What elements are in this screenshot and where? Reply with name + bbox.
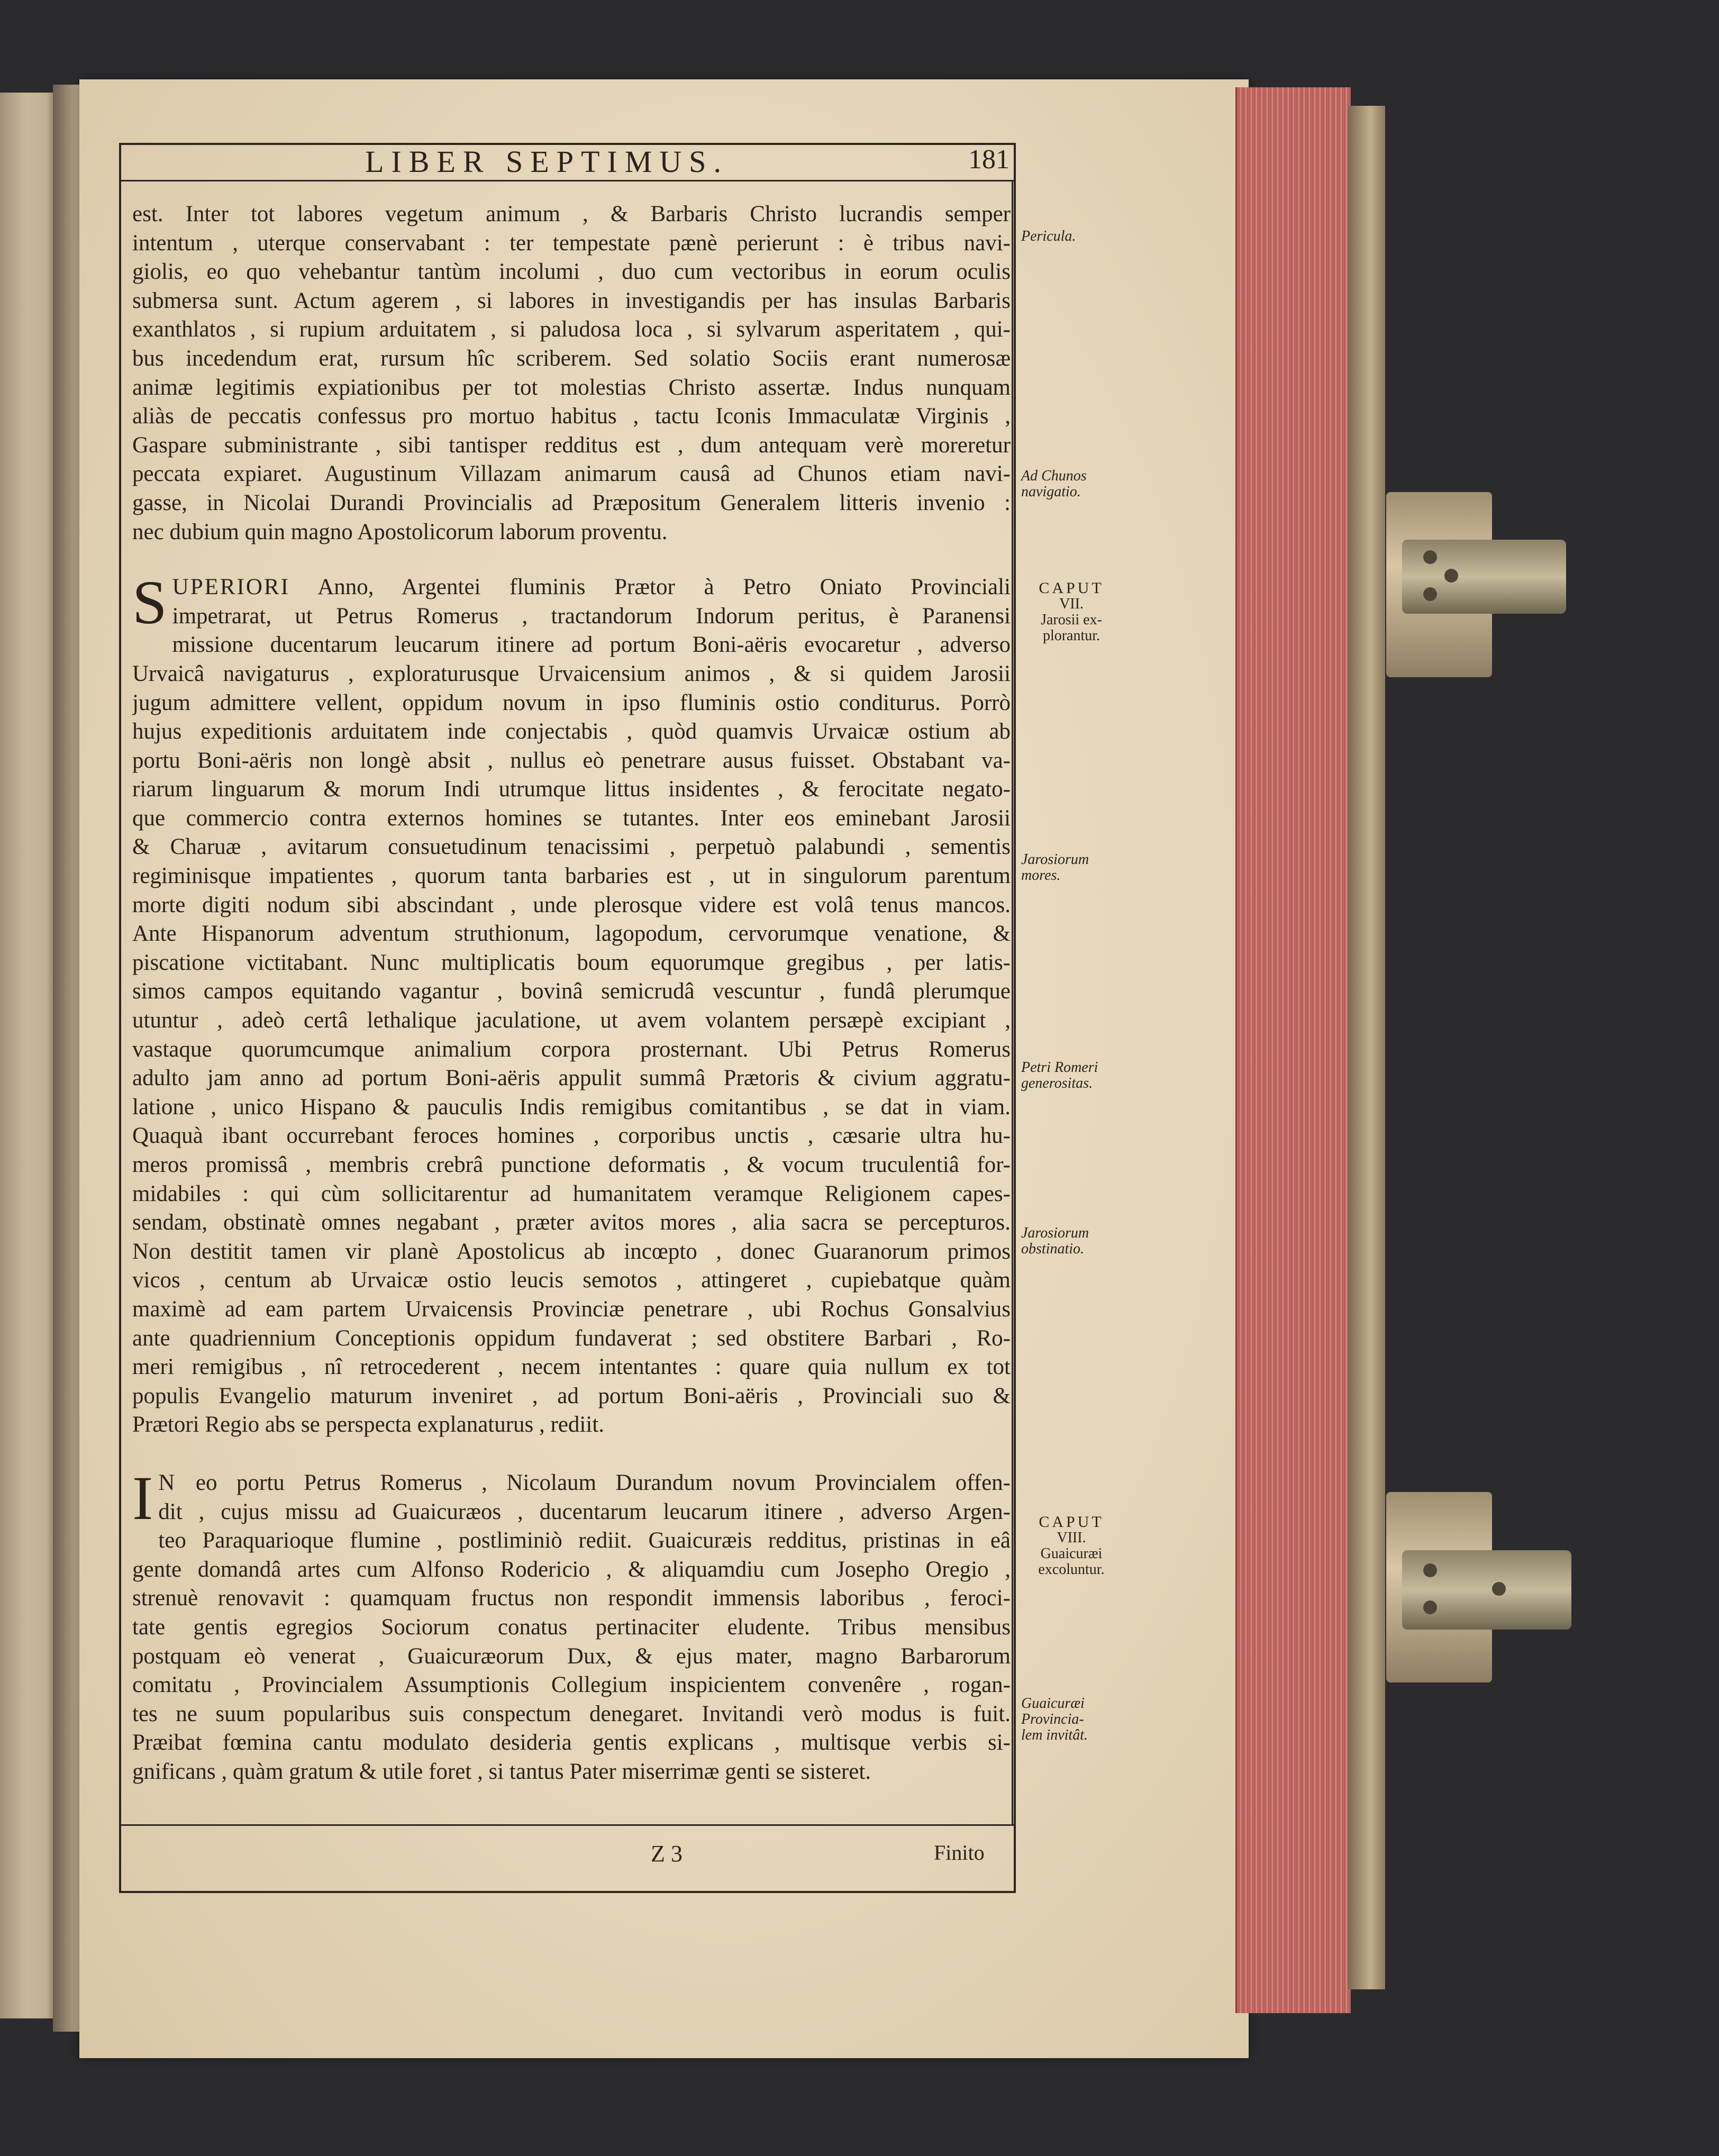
text-line: utuntur , adeò certâ lethalique jaculatione, ut avem volantem persæpè excipiant , [132,1008,1011,1033]
page-fore-edge [1235,87,1351,2013]
marginal-note-text: Petri Romeri [1021,1059,1098,1076]
text-line: meri remigibus , nî retrocederent , necem intentantes : quare quia nullum ex tot [132,1354,1011,1380]
text-line: Urvaicâ navigaturus , exploraturusque Urvaicensium animos , & si quidem Jarosii [132,661,1011,686]
paragraph-3 [132,1463,1011,1787]
chapter-summary: excoluntur. [1038,1561,1105,1578]
marginal-note-text: lem invitât. [1021,1727,1088,1743]
chapter-summary: Guaicuræi [1040,1545,1103,1562]
line-text: eo portu Petrus Romerus , Nicolaum Durandum novum Provincialem offen- [195,1470,1011,1495]
drop-capital: S [132,568,167,638]
text-line: midabiles : qui cùm sollicitarentur ad humanitatem veramque Religionem capes- [132,1181,1011,1206]
clasp-metal-plate [1402,1550,1571,1630]
opening-word: N [158,1470,177,1495]
marginal-note [1021,852,1122,884]
text-line [158,1469,1011,1498]
rivet-icon [1444,569,1458,583]
text-line: exanthlatos , si rupium arduitatem , si paludosa loca , si sylvarum asperitatem , qui- [132,317,1011,342]
marginal-note-text: Provincia- [1021,1711,1084,1727]
text-line: latione , unico Hispano & pauculis Indis remigibus comitantibus , se dat in viam. [132,1094,1011,1120]
page-number: 181 [968,144,1009,175]
text-line: jugum admittere vellent, oppidum novum in ipso fluminis ostio conditurus. Porrò [132,690,1011,715]
text-line: bus incedendum erat, rursum hîc scriberem. Sed solatio Sociis erant numerosæ [132,345,1011,371]
marginal-note-text: Jarosiorum [1021,851,1089,868]
body-text [132,200,1011,1786]
chapter-number: VIII. [1057,1530,1086,1546]
rivet-icon [1423,1563,1437,1577]
chapter-heading [1021,1514,1122,1578]
signature-mark: Z 3 [651,1841,683,1867]
text-line: gasse, in Nicolai Durandi Provincialis ad Præpositum Generalem litteris invenio : [132,490,1011,515]
book-clasp-upper [1386,492,1492,677]
text-line: giolis, eo quo vehebantur tantùm incolumi , duo cum vectoribus in eorum oculis [132,259,1011,285]
chapter-summary: plorantur. [1042,627,1100,644]
chapter-label: CAPUT [1039,1513,1104,1531]
text-line: impetrarat, ut Petrus Romerus , tractandorum Indorum peritus, è Paranensi [172,603,1011,629]
text-line: peccata expiaret. Augustinum Villazam animarum causâ ad Chunos etiam navi- [132,461,1011,487]
book-clasp-lower [1386,1492,1492,1682]
opening-word: UPERIORI [172,575,290,600]
marginal-note-text: Ad Chunos [1021,468,1087,484]
drop-capital: I [132,1463,153,1533]
marginal-note-text: Jarosiorum [1021,1225,1089,1241]
marginal-note-text: mores. [1021,867,1061,884]
text-line: gnificans , quàm gratum & utile foret , si tantus Pater miserrimæ genti se sisteret. [132,1759,871,1784]
catchword: Finito [934,1841,985,1864]
running-head: LIBER SEPTIMUS. [365,144,729,179]
rivet-icon [1423,1600,1437,1614]
footer-rule [119,1824,1016,1826]
marginal-note [1021,229,1122,244]
text-line: meros promissâ , membris crebrâ punctione deformatis , & vocum truculentiâ for- [132,1152,1011,1177]
text-line: Gaspare subministrante , sibi tantisper redditus est , dum antequam verè moreretur [132,432,1011,458]
text-line: sendam, obstinatè omnes negabant , præter avitos mores , alia sacra se percepturos. [132,1210,1011,1235]
rivet-icon [1423,587,1437,601]
marginal-note-text: generositas. [1021,1075,1093,1091]
facing-page-edge [0,93,58,2018]
text-line: nec dubium quin magno Apostolicorum laborum proventu. [132,519,668,544]
paragraph-2 [132,568,1011,1440]
text-line: comitatu , Provincialem Assumptionis Collegium inspicientem convenêre , rogan- [132,1672,1011,1698]
text-line: ante quadriennium Conceptionis oppidum fundaverat ; sed obstitere Barbari , Ro- [132,1325,1011,1351]
text-line: piscatione victitabant. Nunc multiplicatis boum equorumque gregibus , per latis- [132,950,1011,975]
text-line: gente domandâ artes cum Alfonso Rodericio , & aliquamdiu cum Josepho Oregio , [132,1557,1011,1582]
text-line: vicos , centum ab Urvaicæ ostio leucis semotos , attingeret , cupiebatque quàm [132,1268,1011,1293]
text-line: maximè ad eam partem Urvaicensis Provinciæ penetrare , ubi Rochus Gonsalvius [132,1296,1011,1322]
text-line: morte digiti nodum sibi abscindant , unde plerosque videre est volâ tenus mancos. [132,892,1011,917]
text-line: dit , cujus missu ad Guaicuræos , ducentarum leucarum itinere , adverso Argen- [158,1499,1011,1524]
text-line [172,573,1011,602]
margin-column-rule [1012,180,1013,1824]
text-line: missione ducentarum leucarum itinere ad portum Boni-aëris evocaretur , adverso [172,632,1011,658]
text-line: postquam eò venerat , Guaicuræorum Dux, & ejus mater, magno Barbarorum [132,1643,1011,1669]
marginal-note-text: obstinatio. [1021,1241,1085,1257]
text-line: Non destitit tamen vir planè Apostolicus ab incœpto , donec Guaranorum primos [132,1239,1011,1264]
text-line: vastaque quorumcumque animalium corpora prosternant. Ubi Petrus Romerus [132,1036,1011,1062]
text-line: simos campos equitando vagantur , bovinâ semicrudâ vescuntur , fundâ plerumque [132,979,1011,1004]
marginal-note-text: Guaicuræi [1021,1695,1085,1712]
text-line: que commercio contra externos homines se tutantes. Inter eos eminebant Jarosii [132,805,1011,831]
text-line: adulto jam anno ad portum Boni-aëris appulit summâ Prætoris & civium aggratu- [132,1066,1011,1091]
marginal-note [1021,468,1122,500]
text-line: Ante Hispanorum adventum struthionum, lagopodum, cervorumque venatione, & [132,921,1011,947]
marginal-note [1021,1060,1122,1091]
text-line: strenuè renovavit : quamquam fructus non respondit immensis laboribus , feroci- [132,1586,1011,1611]
line-text: Anno, Argentei fluminis Prætor à Petro Oniato Provinciali [317,575,1011,600]
text-line: Quaquà ibant occurrebant feroces homines , corporibus unctis , cæsarie ultra hu- [132,1123,1011,1149]
marginal-note [1021,1696,1122,1743]
rivet-icon [1423,550,1437,564]
text-line: intentum , uterque conservabant : ter tempestate pænè perierunt : è tribus navi- [132,230,1011,256]
marginal-note-text: Pericula. [1021,228,1076,244]
chapter-summary: Jarosii ex- [1041,612,1102,628]
text-line: & Charuæ , avitarum consuetudinum tenacissimi , perpetuò palabundi , sementis [132,834,1011,860]
text-line: regiminisque impatientes , quorum tanta barbaries est , ut in singulorum parentum [132,863,1011,889]
clasp-metal-plate [1402,540,1566,614]
text-line: tes ne suum popularibus suis conspectum denegaret. Invitandi verò modus is fuit. [132,1701,1011,1726]
marginal-note-text: navigatio. [1021,484,1081,500]
text-line: teo Paraquarioque flumine , postliminiò rediit. Guaicuræis redditus, pristinas in eâ [158,1528,1011,1553]
cover-edge [1348,106,1385,1989]
text-line: submersa sunt. Actum agerem , si labores in investigandis per has insulas Barbaris [132,288,1011,313]
text-line: aliàs de peccatis confessus pro mortuo habitus , tactu Iconis Immaculatæ Virginis , [132,404,1011,429]
marginal-note [1021,1225,1122,1257]
text-line: Præibat fœmina cantu modulato desideria gentis explicans , multisque verbis si- [132,1730,1011,1755]
paragraph-1 [132,200,1011,547]
chapter-heading [1021,580,1122,644]
text-line: riarum linguarum & morum Indi utrumque littus insidentes , & ferocitate negato- [132,777,1011,802]
text-line: est. Inter tot labores vegetum animum , & Barbaris Christo lucrandis semper [132,202,1011,226]
chapter-number: VII. [1059,596,1084,612]
text-line: portu Boni-aëris non longè absit , nullus eò penetrare ausus fuisset. Obstabant va- [132,748,1011,773]
chapter-label: CAPUT [1039,579,1104,597]
text-line: populis Evangelio maturum inveniret , ad portum Boni-aëris , Provinciali suo & [132,1383,1011,1408]
rivet-icon [1492,1582,1506,1596]
text-line: animæ legitimis expiationibus per tot molestias Christo assertæ. Indus nunquam [132,375,1011,400]
text-line: hujus expeditionis arduitatem inde conjectabis , quòd quamvis Urvaicæ ostium ab [132,719,1011,744]
text-line: tate gentis egregios Sociorum conatus pertinaciter eludente. Tribus mensibus [132,1614,1011,1640]
text-line: Prætori Regio abs se perspecta explanaturus , rediit. [132,1412,605,1438]
